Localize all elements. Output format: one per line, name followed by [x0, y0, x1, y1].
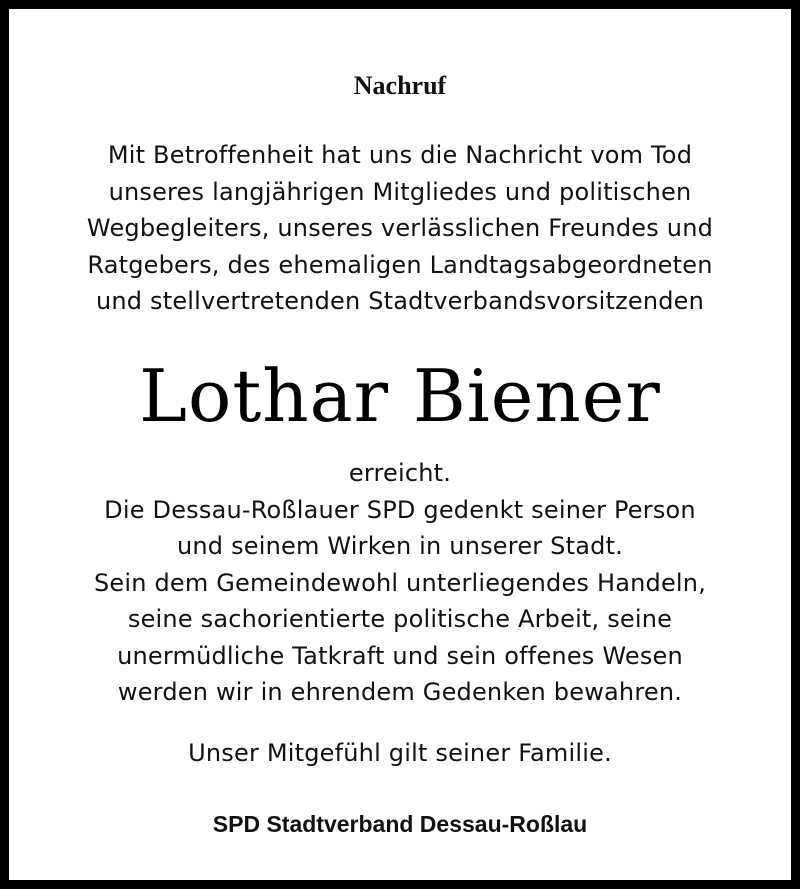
signature: SPD Stadtverband Dessau-Roßlau [212, 811, 588, 837]
intro-line: Ratgebers, des ehemaligen Landtagsabgeordneten [87, 250, 713, 279]
intro-paragraph [9, 137, 791, 320]
sympathy-line: Unser Mitgefühl gilt seiner Familie. [188, 739, 612, 767]
closing-line: werden wir in ehrendem Gedenken bewahren. [117, 678, 683, 706]
closing-paragraph [9, 455, 791, 711]
intro-line: und stellvertretenden Stadtverbandsvorsitzenden [95, 287, 705, 315]
deceased-name: Lothar Biener [139, 354, 661, 438]
closing-line: seine sachorientierte politische Arbeit, seine [127, 605, 673, 633]
closing-line: Die Dessau-Roßlauer SPD gedenkt seiner Person [104, 495, 696, 524]
closing-line: und seinem Wirken in unserer Stadt. [176, 532, 624, 560]
closing-line: Sein dem Gemeindewohl unterliegendes Handeln, [93, 568, 707, 597]
closing-line: unermüdliche Tatkraft und sein offenes Wesen [117, 641, 683, 670]
closing-line: erreicht. [348, 459, 452, 487]
intro-line: unseres langjährigen Mitgliedes und politischen [108, 177, 692, 206]
intro-line: Mit Betroffenheit hat uns die Nachricht vom Tod [107, 141, 693, 169]
notice-title: Nachruf [353, 71, 447, 100]
intro-line: Wegbegleiters, unseres verlässlichen Freundes und [86, 214, 714, 242]
